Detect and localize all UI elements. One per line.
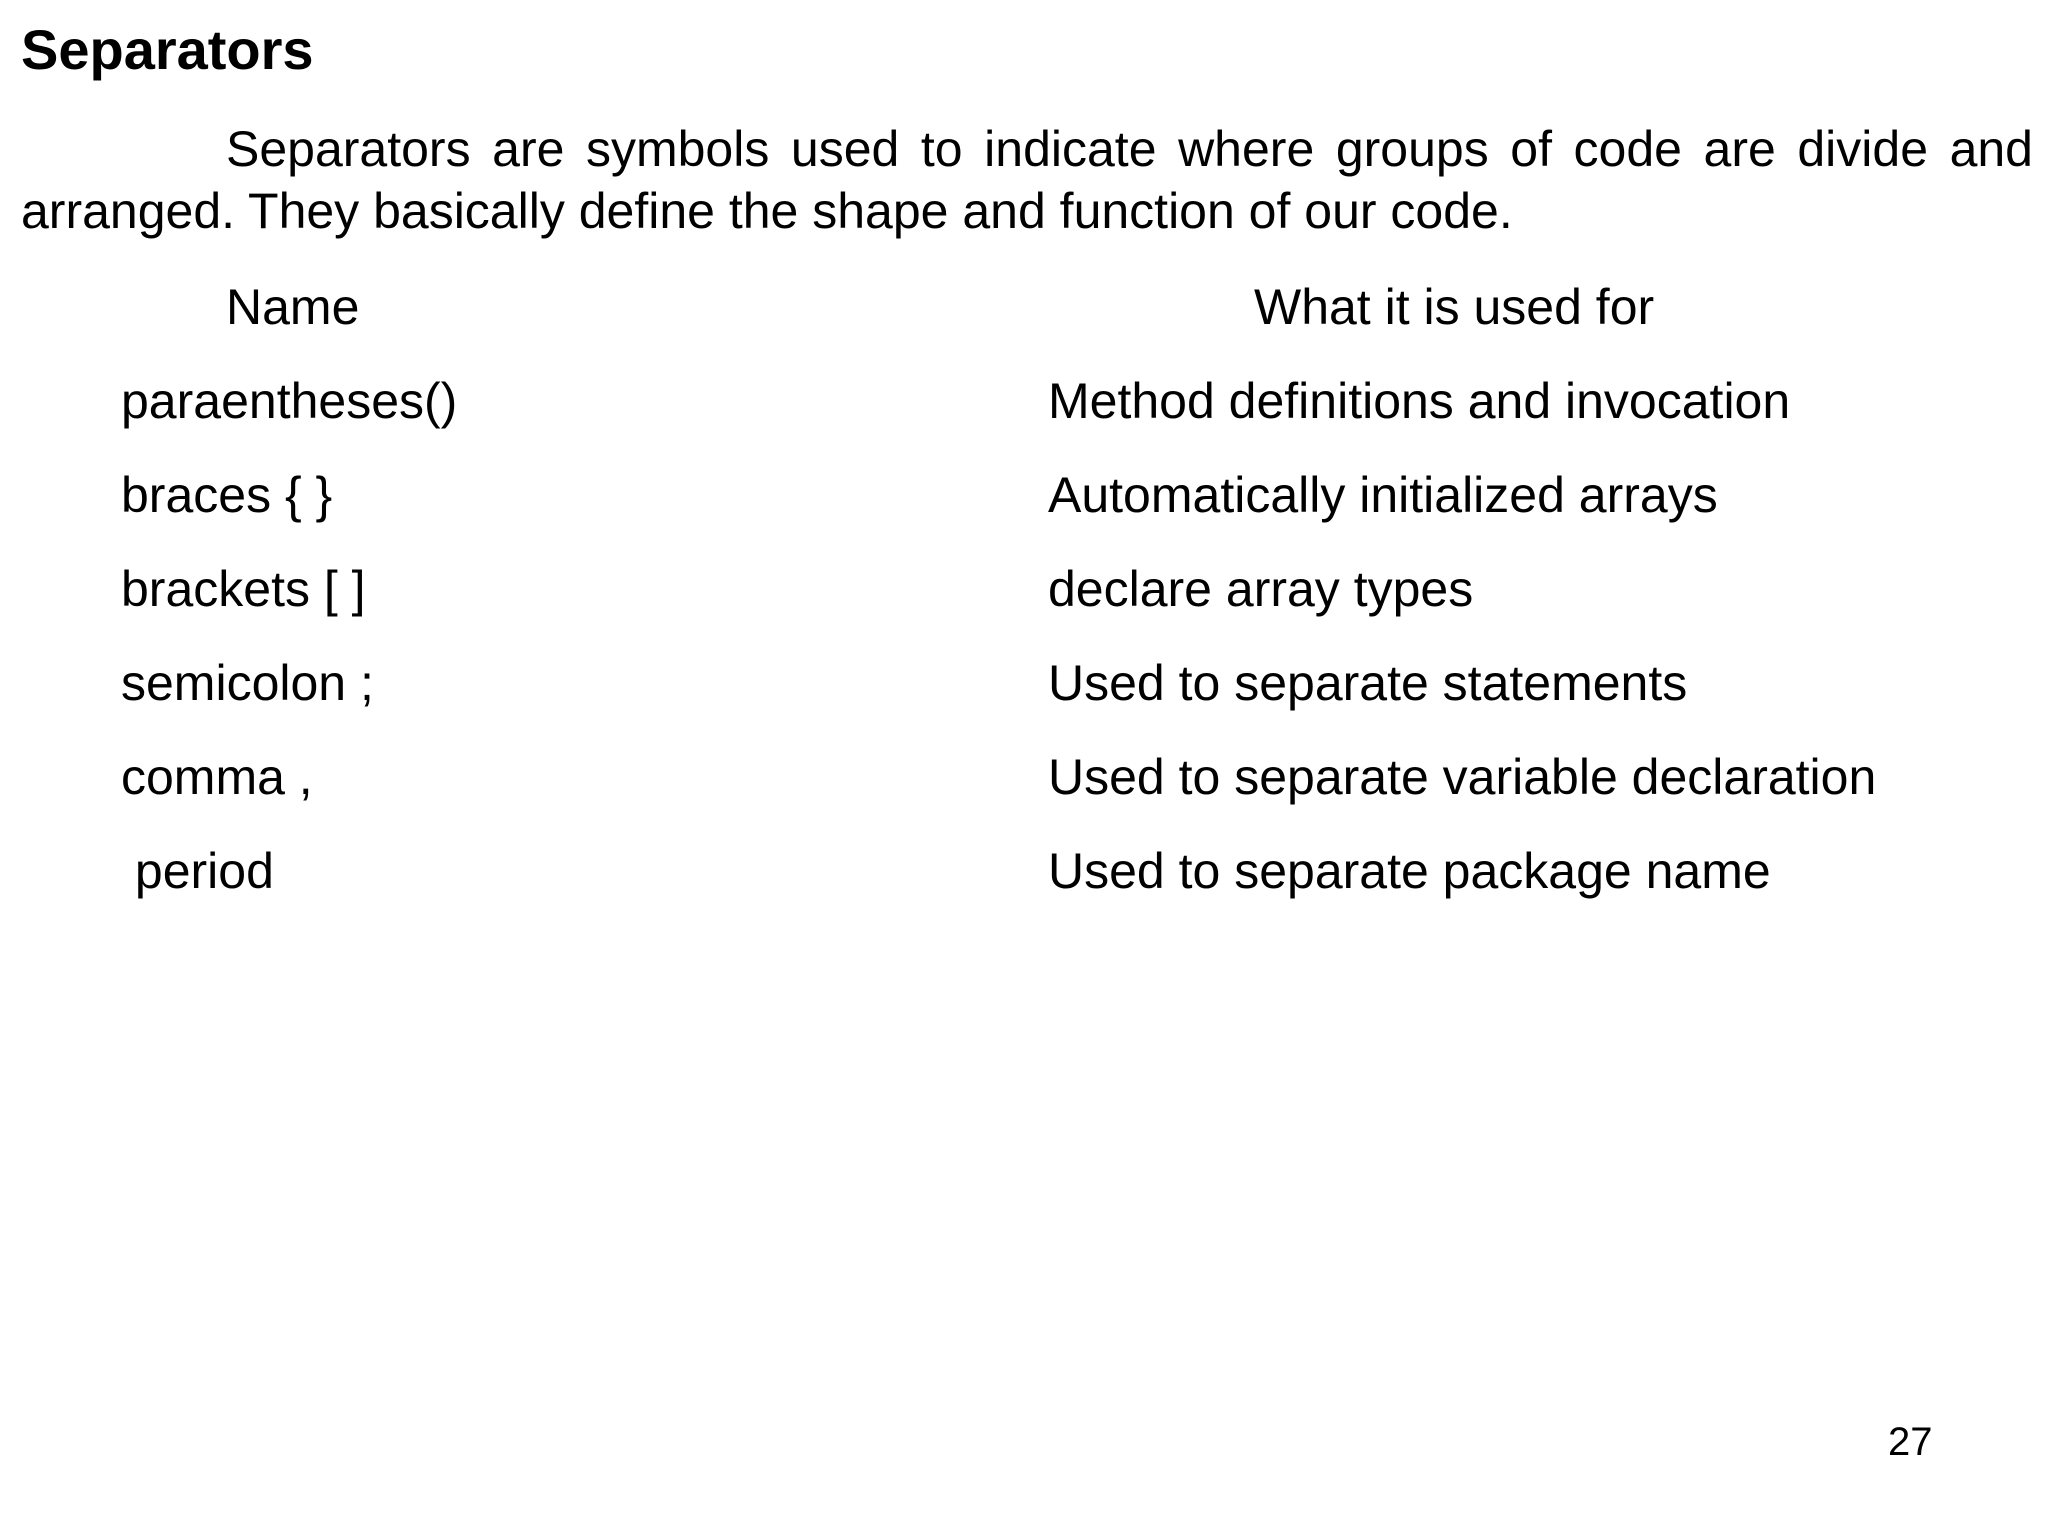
column-header-name: Name xyxy=(226,279,360,335)
page-title: Separators xyxy=(21,18,314,81)
separator-use: declare array types xyxy=(1048,561,1474,617)
separator-use: Used to separate variable declaration xyxy=(1048,749,1877,805)
separator-use: Method definitions and invocation xyxy=(1048,373,1791,429)
table-row xyxy=(0,840,2048,902)
intro-paragraph: Separators are symbols used to indicate where groups of code are divide and arranged. They basically define the shape and function of our code. xyxy=(21,121,2033,239)
page-number: 27 xyxy=(1888,1420,1933,1464)
separator-name: semicolon ; xyxy=(121,655,374,711)
table-row xyxy=(0,464,2048,526)
table-row xyxy=(0,652,2048,714)
separator-name: period xyxy=(121,843,274,899)
separator-use: Used to separate statements xyxy=(1048,655,1688,711)
separator-name: comma , xyxy=(121,749,313,805)
column-header-use: What it is used for xyxy=(1254,279,1655,335)
separator-use: Used to separate package name xyxy=(1048,843,1771,899)
separator-name: brackets [ ] xyxy=(121,561,366,617)
separator-name: paraentheses() xyxy=(121,373,458,429)
table-row xyxy=(0,746,2048,808)
separator-name: braces { } xyxy=(121,467,333,523)
table-row xyxy=(0,558,2048,620)
table-row xyxy=(0,370,2048,432)
separator-use: Automatically initialized arrays xyxy=(1048,467,1718,523)
